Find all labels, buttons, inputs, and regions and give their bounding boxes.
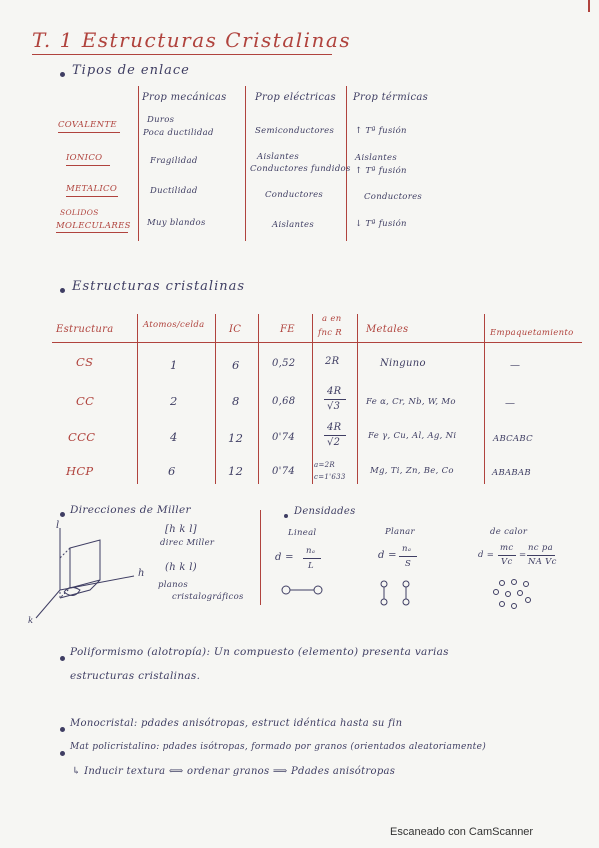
row-ionico: IONICO [66,153,103,163]
cell-fe: 0'74 [272,432,296,443]
cell-ic: 8 [232,394,240,408]
planar-lhs: d = [378,550,397,561]
row-metalico: METALICO [66,184,118,194]
cell-empaq: ABCABC [493,434,533,444]
fraction-bar [324,399,346,400]
cell-text: Conductores fundidos [250,164,351,174]
cell-empaq: — [510,360,521,371]
cell-text: ↑ Tª fusión [355,166,407,176]
row-underline [58,132,120,133]
cell-text: Aislantes [257,152,299,162]
row-underline [66,165,110,166]
miller-plane-notation: (h k l) [165,562,197,573]
cell-ic: 6 [232,358,240,372]
col-header-atomos: Atomos/celda [143,320,205,330]
cell-atomos: 2 [170,394,178,408]
row-covalente: COVALENTE [58,120,117,130]
lineal-atoms-icon [280,583,330,597]
bullet [60,288,65,293]
bullet [60,656,65,661]
cell-a: 2R [325,356,340,367]
miller-plane-label-1: planos [158,580,188,590]
corner-mark-icon [585,0,593,16]
col-header-metales: Metales [366,324,409,335]
table-header-rule [52,342,582,343]
row-underline [66,196,118,197]
calor-eq: = [519,550,527,560]
planar-atoms-icon [378,578,418,608]
miller-direction-label: direc Miller [160,538,215,548]
cell-a-1: a=2R [314,461,335,469]
scanner-watermark: Escaneado con CamScanner [390,826,534,838]
col-header-electricas: Prop eléctricas [255,92,336,103]
cell-metales: Fe γ, Cu, Al, Ag, Ni [368,431,457,441]
cell-text: Muy blandos [147,218,206,228]
cell-empaq: ABABAB [492,468,531,478]
row-cs: CS [76,355,94,369]
table-divider [215,314,216,484]
lineal-num: nₐ [306,546,316,556]
cell-text: Ductilidad [150,186,198,196]
cell-metales: Mg, Ti, Zn, Be, Co [370,466,454,476]
calor-num2: nc pa [528,543,553,553]
calor-lhs: d = [478,550,495,560]
bullet [60,512,65,517]
bullet [284,514,288,518]
calor-num: mc [500,543,514,553]
calor-den: Vc [501,557,513,567]
poliformismo-note-line1: Poliformismo (alotropía): Un compuesto (elemento) presenta varias [70,646,449,658]
cell-text: Fragilidad [150,156,198,166]
bullet [60,72,65,77]
row-moleculares: MOLECULARES [56,221,131,231]
poliformismo-note-line2: estructuras cristalinas. [70,670,201,682]
section-divider [260,510,261,605]
col-header-a: a en [322,314,342,324]
cell-atomos: 1 [170,358,178,372]
cell-metales: Fe α, Cr, Nb, W, Mo [366,397,456,407]
cell-fe: 0,52 [272,358,296,369]
bullet [60,727,65,732]
cell-text: Conductores [265,190,324,200]
enlace-heading: Tipos de enlace [72,63,190,78]
densidades-heading: Densidades [294,506,356,517]
cell-metales: Ninguno [380,358,426,369]
cell-a-num: 4R [327,386,342,397]
cell-text: ↓ Tª fusión [355,219,407,229]
miller-axes-sketch [30,518,150,628]
planar-label: Planar [385,527,415,537]
cell-text: Semiconductores [255,126,335,136]
table-divider [138,86,139,241]
cell-a-2: c=1'633 [314,473,346,481]
axis-l-label: l [56,520,60,531]
planar-num: nₐ [402,544,412,554]
row-hcp: HCP [66,464,94,478]
calor-label: de calor [490,527,528,537]
fraction-bar [527,555,555,556]
axis-k-label: k [28,616,34,626]
cell-fe: 0,68 [272,396,296,407]
miller-plane-label-2: cristalográficos [172,592,244,602]
table-divider [312,314,313,484]
row-solidos: SOLIDOS [60,208,99,217]
cell-a-num: 4R [327,422,342,433]
row-cc: CC [76,394,95,408]
col-header-ic: IC [229,324,242,335]
cell-ic: 12 [228,431,244,445]
lineal-lhs: d = [275,552,294,563]
miller-direction-notation: [h k l] [165,524,197,535]
calor-atoms-icon [488,578,538,612]
estructuras-heading: Estructuras cristalinas [72,279,246,294]
inducir-textura-note: ↳ Inducir textura ⟺ ordenar granos ⟹ Pdades anisótropas [72,766,396,777]
table-divider [137,314,138,484]
fraction-bar [498,555,516,556]
cell-text: Poca ductilidad [143,128,214,138]
cell-text: Aislantes [272,220,314,230]
cell-text: Conductores [364,192,423,202]
planar-den: S [405,559,412,569]
col-header-estructura: Estructura [56,324,114,335]
calor-den2: NA Vc [528,557,557,567]
col-header-a-2: fnc R [318,328,342,338]
lineal-den: L [308,561,314,571]
col-header-mecanicas: Prop mecánicas [142,92,227,103]
table-divider [258,314,259,484]
fraction-bar [399,556,417,557]
bullet [60,751,65,756]
page-title: T. 1 Estructuras Cristalinas [32,28,352,52]
miller-heading: Direcciones de Miller [70,504,191,516]
cell-text: ↑ Tª fusión [355,126,407,136]
cell-a-den: √3 [327,401,341,412]
col-header-empaquetamiento: Empaquetamiento [490,328,574,338]
title-underline [32,54,332,55]
cell-text: Aislantes [355,153,397,163]
col-header-termicas: Prop térmicas [353,92,429,103]
monocristal-note: Monocristal: pdades anisótropas, estruct idéntica hasta su fin [70,718,403,729]
fraction-bar [324,435,346,436]
cell-atomos: 4 [170,430,178,444]
cell-empaq: — [505,398,516,409]
table-divider [245,86,246,241]
cell-a-den: √2 [327,437,341,448]
cell-ic: 12 [228,464,244,478]
fraction-bar [303,558,321,559]
col-header-fe: FE [280,324,295,335]
cell-text: Duros [147,115,175,125]
table-divider [357,314,358,484]
row-ccc: CCC [68,430,96,444]
cell-fe: 0'74 [272,466,296,477]
axis-h-label: h [138,568,145,579]
cell-atomos: 6 [168,464,176,478]
lineal-label: Lineal [288,528,317,538]
policristalino-note: Mat policristalino: pdades isótropas, formado por granos (orientados aleatoriamente) [70,742,487,752]
row-underline [56,232,128,233]
table-divider [484,314,485,484]
